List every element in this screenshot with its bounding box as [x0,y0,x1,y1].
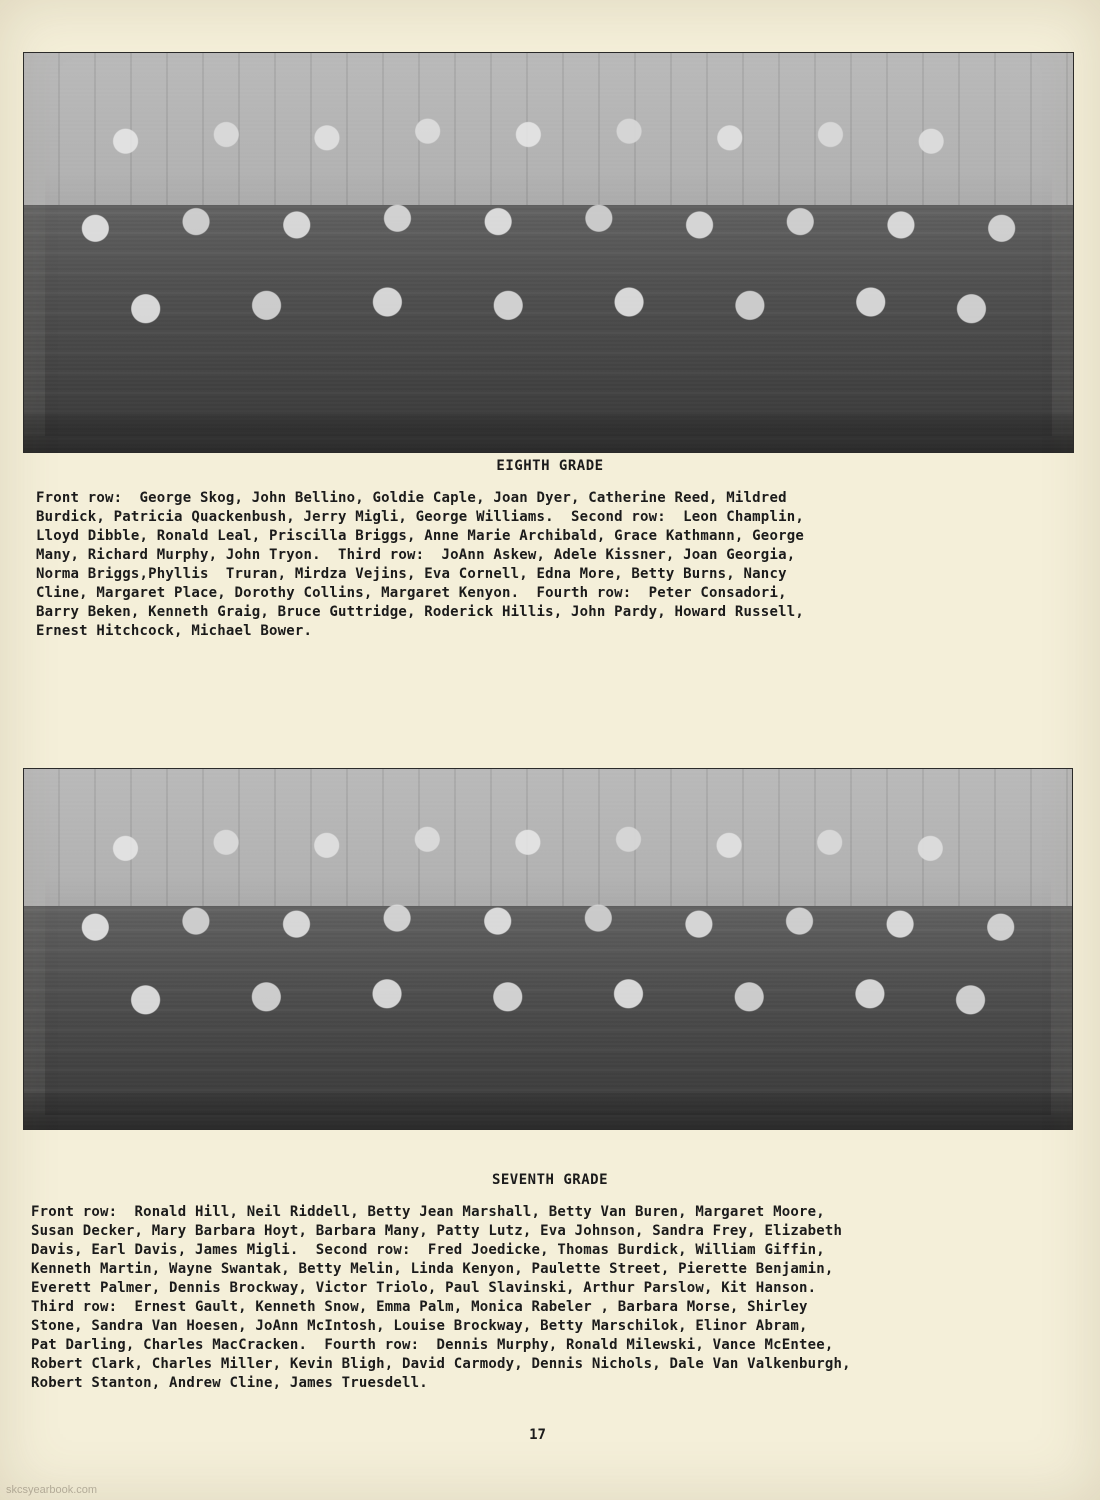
caption-line: Kenneth Martin, Wayne Swantak, Betty Melin, Linda Kenyon, Paulette Street, Pierette Benjamin, [31,1261,834,1277]
eighth-grade-title: EIGHTH GRADE [496,458,604,474]
caption-line: Robert Stanton, Andrew Cline, James Truesdell. [31,1375,428,1391]
students-group [45,812,1051,1114]
gym-floor [24,412,1073,452]
caption-line: Everett Palmer, Dennis Brockway, Victor Triolo, Paul Slavinski, Arthur Parslow, Kit Hanson. [31,1280,817,1296]
students-group [45,101,1052,436]
page-number: 17 [529,1427,546,1443]
caption-line: Susan Decker, Mary Barbara Hoyt, Barbara Many, Patty Lutz, Eva Johnson, Sandra Frey, Elizabeth [31,1223,843,1239]
seventh-grade-photo [23,768,1073,1130]
site-watermark: skcsyearbook.com [6,1484,98,1496]
seventh-grade-caption [31,1203,851,1393]
caption-line: Many, Richard Murphy, John Tryon. Third row: JoAnn Askew, Adele Kissner, Joan Georgia, [36,547,796,563]
caption-line: Third row: Ernest Gault, Kenneth Snow, Emma Palm, Monica Rabeler , Barbara Morse, Shirley [31,1299,808,1315]
gym-floor [24,1093,1072,1129]
caption-line: Pat Darling, Charles MacCracken. Fourth row: Dennis Murphy, Ronald Milewski, Vance McEntee, [31,1337,834,1353]
caption-line: Robert Clark, Charles Miller, Kevin Bligh, David Carmody, Dennis Nichols, Dale Van Valkenburgh, [31,1356,851,1372]
caption-line: Front row: George Skog, John Bellino, Goldie Caple, Joan Dyer, Catherine Reed, Mildred [36,490,787,506]
caption-line: Burdick, Patricia Quackenbush, Jerry Migli, George Williams. Second row: Leon Champlin, [36,509,804,525]
caption-line: Norma Briggs,Phyllis Truran, Mirdza Vejins, Eva Cornell, Edna More, Betty Burns, Nancy [36,566,787,582]
eighth-grade-photo [23,52,1074,453]
caption-line: Stone, Sandra Van Hoesen, JoAnn McIntosh, Louise Brockway, Betty Marschilok, Elinor Abram, [31,1318,808,1334]
caption-line: Lloyd Dibble, Ronald Leal, Priscilla Briggs, Anne Marie Archibald, Grace Kathmann, George [36,528,804,544]
caption-line: Front row: Ronald Hill, Neil Riddell, Betty Jean Marshall, Betty Van Buren, Margaret Moore, [31,1204,825,1220]
seventh-grade-title: SEVENTH GRADE [491,1172,609,1188]
eighth-grade-caption [36,489,804,641]
caption-line: Cline, Margaret Place, Dorothy Collins, Margaret Kenyon. Fourth row: Peter Consadori, [36,585,787,601]
caption-line: Davis, Earl Davis, James Migli. Second row: Fred Joedicke, Thomas Burdick, William Giffin, [31,1242,825,1258]
caption-line: Barry Beken, Kenneth Graig, Bruce Guttridge, Roderick Hillis, John Pardy, Howard Russell, [36,604,804,620]
caption-line: Ernest Hitchcock, Michael Bower. [36,623,313,639]
